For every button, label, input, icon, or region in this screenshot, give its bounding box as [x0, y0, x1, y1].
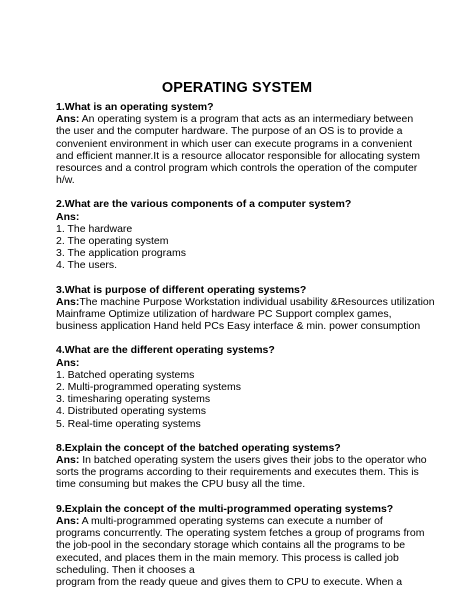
answer-text: 1. Batched operating systems — [56, 368, 195, 381]
qa-section — [56, 101, 428, 186]
qa-section — [56, 198, 428, 271]
question-heading: 1.What is an operating system? — [56, 101, 214, 113]
answer-text: 4. The users. — [56, 259, 118, 272]
document-body — [56, 101, 435, 600]
answer-line — [56, 405, 428, 417]
answer-label: Ans: — [56, 454, 80, 467]
question-heading: 3.What is purpose of different operating systems? — [56, 283, 307, 296]
answer-line — [56, 552, 428, 564]
answer-label: Ans: — [56, 295, 80, 308]
answer-text: scheduling. Then it chooses a — [56, 563, 195, 576]
answer-line — [56, 539, 428, 551]
answer-label: Ans: — [56, 514, 80, 527]
qa-section — [56, 503, 428, 588]
answer-line — [56, 308, 428, 320]
answer-text: An operating system is a program that acts as an intermediary between — [79, 113, 414, 126]
answer-text: Mainframe Optimize utilization of hardware PC Support complex games, — [56, 308, 392, 321]
answer-text: In batched operating system the users gives their jobs to the operator who — [79, 454, 427, 467]
answer-text: sorts the programs according to their requirements and executes them. This is — [56, 466, 419, 479]
question-heading: 4.What are the different operating systems? — [56, 344, 275, 357]
answer-line — [56, 211, 428, 223]
answer-line — [56, 454, 428, 466]
answer-text: executed, and places them in the main memory. This process is called job — [56, 551, 399, 564]
question-heading: 9.Explain the concept of the multi-programmed operating systems? — [56, 502, 394, 515]
answer-text: business application Hand held PCs Easy interface & min. power consumption — [56, 320, 421, 333]
document-title: OPERATING SYSTEM — [161, 80, 313, 96]
answer-text: convenient environment in which user can execute programs in a convenient — [56, 137, 413, 150]
answer-line — [56, 320, 428, 332]
answer-label: Ans: — [56, 113, 80, 126]
answer-line — [56, 381, 428, 393]
answer-text: 3. timesharing operating systems — [56, 393, 211, 406]
answer-text: 3. The application programs — [56, 247, 186, 260]
answer-line — [56, 162, 428, 174]
answer-line — [56, 125, 428, 137]
answer-text: h/w. — [56, 174, 75, 187]
answer-text: 5. Real-time operating systems — [56, 417, 201, 430]
answer-text: programs concurrently. The operating system fetches a group of programs from — [56, 527, 425, 540]
answer-text: time consuming but makes the CPU busy all the time. — [56, 478, 306, 491]
answer-line — [56, 235, 428, 247]
answer-line — [56, 393, 428, 405]
qa-section — [56, 283, 435, 333]
answer-line — [56, 223, 428, 235]
answer-line — [56, 138, 428, 150]
answer-line — [56, 247, 428, 259]
answer-line — [56, 259, 428, 271]
answer-text: resources and a control program which controls the operation of the computer — [56, 162, 418, 175]
answer-text: 2. Multi-programmed operating systems — [56, 381, 241, 394]
answer-text: and efficient manner.It is a resource allocator responsible for allocating system — [56, 149, 420, 162]
answer-text: 1. The hardware — [56, 222, 133, 235]
answer-line — [56, 576, 428, 588]
answer-line — [56, 150, 428, 162]
answer-text: the user and the computer hardware. The purpose of an OS is to provide a — [56, 125, 403, 138]
answer-line — [56, 295, 435, 308]
answer-text: the job-pool in the secondary storage which contains all the programs to be — [56, 539, 406, 552]
answer-text: A multi-programmed operating systems can execute a number of — [79, 514, 383, 527]
answer-line — [56, 418, 428, 430]
answer-line — [56, 174, 428, 186]
qa-section — [56, 442, 428, 491]
answer-label: Ans: — [56, 210, 80, 223]
answer-line — [56, 466, 428, 478]
answer-line — [56, 369, 428, 381]
qa-section — [56, 344, 428, 429]
answer-text: program from the ready queue and gives them to CPU to execute. When a — [56, 575, 403, 588]
answer-line — [56, 113, 428, 125]
answer-line — [56, 478, 428, 490]
answer-line — [56, 357, 428, 369]
answer-text: 4. Distributed operating systems — [56, 405, 206, 418]
answer-label: Ans: — [56, 356, 80, 369]
question-heading: 2.What are the various components of a computer system? — [56, 198, 352, 211]
answer-line — [56, 515, 428, 527]
question-heading: 8.Explain the concept of the batched operating systems? — [56, 441, 341, 454]
answer-line — [56, 564, 428, 576]
answer-line — [56, 527, 428, 539]
answer-text: The machine Purpose Workstation individual usability &Resources utilization — [79, 295, 435, 308]
answer-text: 2. The operating system — [56, 235, 169, 248]
